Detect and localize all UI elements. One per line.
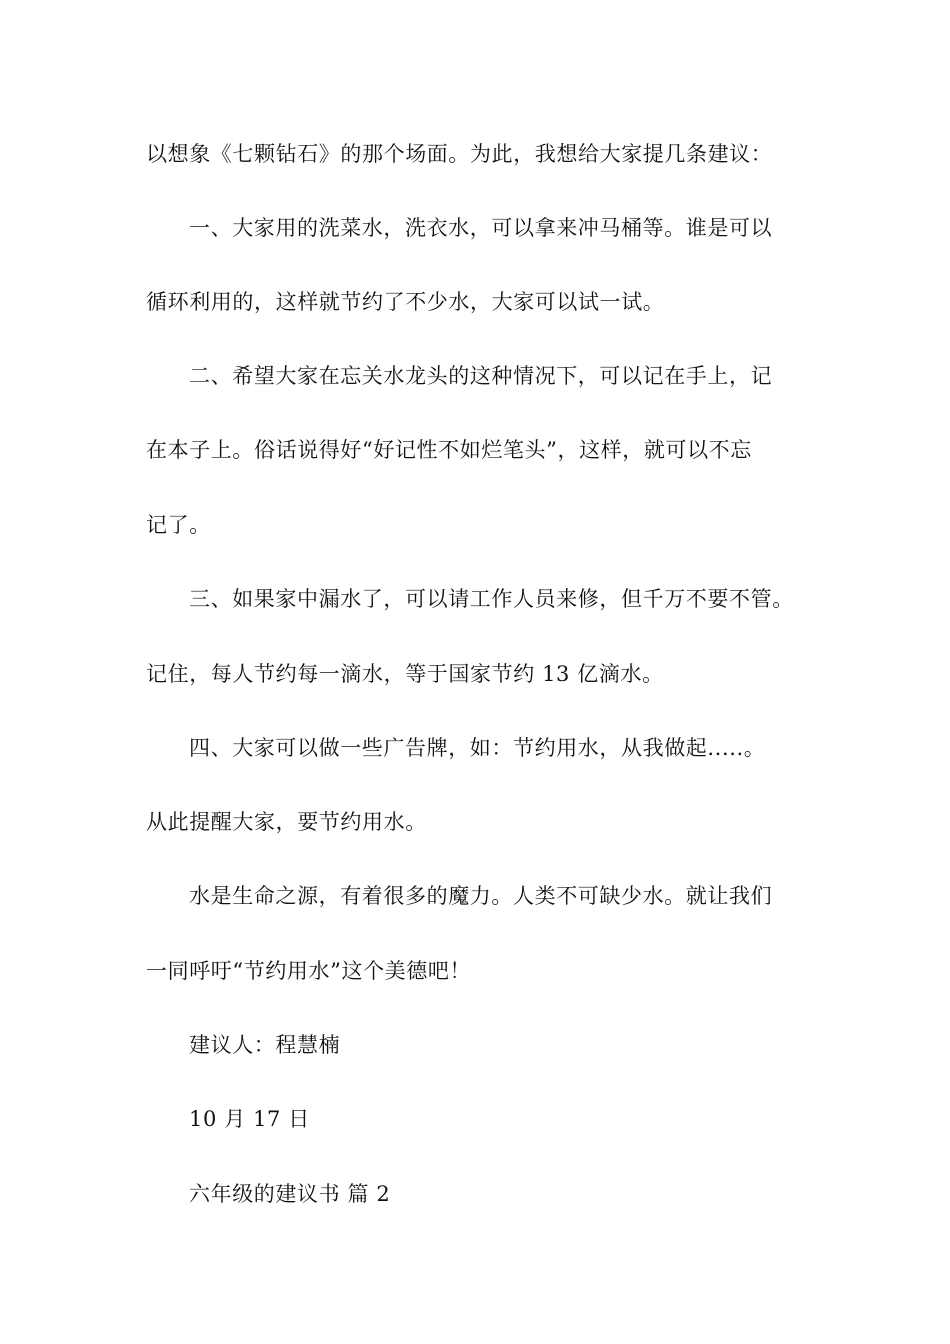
signature-line: 建议人：程慧楠 (189, 1033, 341, 1057)
section-heading: 六年级的建议书 篇 2 (189, 1182, 391, 1206)
text-line: 四、大家可以做一些广告牌，如：节约用水，从我做起.....。 (189, 736, 766, 760)
text-line: 三、如果家中漏水了，可以请工作人员来修，但千万不要不管。 (189, 587, 794, 611)
text-line: 一同呼吁“节约用水”这个美德吧！ (146, 959, 472, 983)
text-line: 以想象《七颗钻石》的那个场面。为此，我想给大家提几条建议： (146, 142, 773, 166)
text-line: 二、希望大家在忘关水龙头的这种情况下，可以记在手上，记 (189, 364, 773, 388)
text-line: 一、大家用的洗菜水，洗衣水，可以拿来冲马桶等。谁是可以 (189, 216, 773, 240)
text-line: 从此提醒大家，要节约用水。 (146, 810, 427, 834)
text-line: 循环利用的，这样就节约了不少水，大家可以试一试。 (146, 290, 665, 314)
text-line: 在本子上。俗话说得好“好记性不如烂笔头”，这样，就可以不忘 (146, 438, 752, 462)
text-line: 记住，每人节约每一滴水，等于国家节约 13 亿滴水。 (146, 662, 664, 686)
date-line: 10 月 17 日 (189, 1107, 310, 1131)
text-line: 水是生命之源，有着很多的魔力。人类不可缺少水。就让我们 (189, 884, 773, 908)
text-line: 记了。 (146, 513, 211, 537)
